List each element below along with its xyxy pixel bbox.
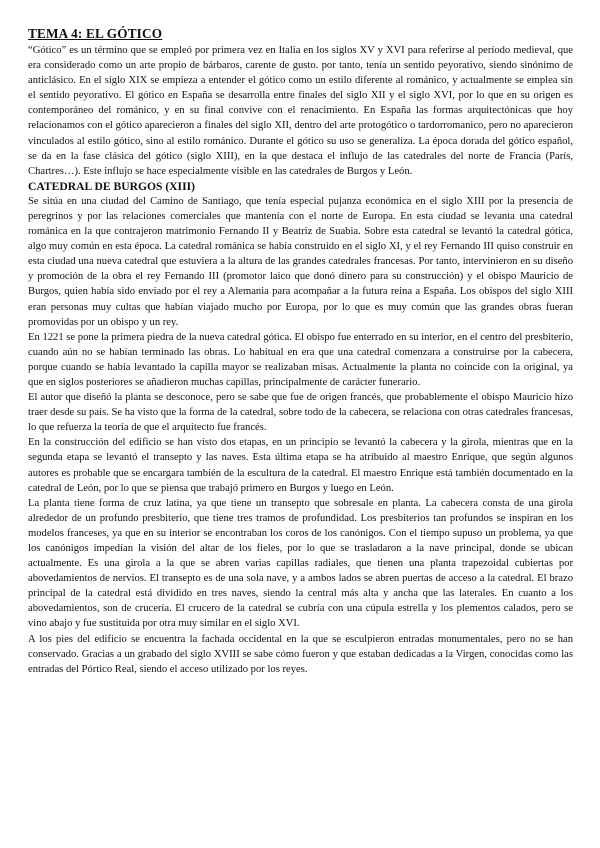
- body-paragraph: El autor que diseñó la planta se desconoce, pero se sabe que fue de origen francés, que probablemente el obispo Mauricio hizo traer desde su país. Se ha visto que la forma de la catedral, sobre todo de la cabecera, se relaciona con otras catedrales francesas, lo que refuerza la teoría de que el arquitecto fue francés.: [28, 392, 573, 434]
- page-title: TEMA 4: EL GÓTICO: [28, 26, 163, 41]
- body-paragraph: La planta tiene forma de cruz latina, ya que tiene un transepto que sobresale en planta. La cabecera consta de una girola alrededor de un profundo presbiterio, que tiene tres tramos de profundidad. Los presbiterios tan profundos se inspiran en los modelos franceses, ya que en su interior se encontraban los coros de los canónigos. Con el tiempo supuso un problema, ya que los canónigos impedían la visión del altar de los fieles, por lo que se trasladaron a la nave principal, donde se ubican actualmente. Es una girola a la que se abren varias capillas radiales, que tienen una planta trapezoidal cubiertas por abovedamientos de nervios. El transepto es de una sola nave, y a ambos lados se abren puertas de acceso a la catedral. El brazo principal de la catedral está dividido en tres naves, siendo la central más alta y ancha que las laterales. En cuanto a los abovedamientos, son de crucería. El crucero de la catedral se cubría con una cúpula estrella y los plementos calados, pero se vino abajo y fue sustituida por otra muy similar en el siglo XVI.: [28, 497, 573, 630]
- section-heading: CATEDRAL DE BURGOS (XIII): [28, 179, 195, 193]
- body-paragraph: A los pies del edificio se encuentra la fachada occidental en la que se esculpieron entradas monumentales, pero no se han conservado. Gracias a un grabado del siglo XVIII se sabe cómo fueron y que estaban dedicadas a la Virgen, conocidas como las entradas del Pórtico Real, siendo el acceso utilizado por los reyes.: [28, 633, 573, 675]
- intro-paragraph: “Gótico” es un término que se empleó por primera vez en Italia en los siglos XV y XVI para referirse al período medieval, que era considerado como un arte propio de bárbaros, carente de gusto. por tanto, tenía un sentido peyorativo, siendo sinónimo de anticlásico. En el siglo XIX se empieza a entender el gótico como un estilo diferente al románico, y actualmente se emplea sin el sentido peyorativo. El gótico en España se desarrolla entre finales del siglo XII y el siglo XVI, por lo que en su origen es contemporáneo del románico, y en su final convive con el renacimiento. En España las formas arquitectónicas que hoy relacionamos con el gótico aparecieron a finales del siglo XII, dentro del arte protogótico o tardorromanico, pero no aparecieron vinculados al estilo gótico, sino al estilo románico. Durante el gótico su uso se generaliza. La época dorada del gótico español, se da en la fase clásica del gótico (siglo XIII), en la que destaca el influjo de las catedrales del norte de Francia (París, Chartres…). Este influjo se hace especialmente visible en las catedrales de Burgos y León.: [28, 45, 573, 177]
- body-paragraph: Se sitúa en una ciudad del Camino de Santiago, que tenía especial pujanza económica en el siglo XIII por la presencia de peregrinos y por las relaciones comerciales que mantenía con el norte de Europa. En esta ciudad se levanta una catedral románica en la que contrajeron matrimonio Fernando II y Beatriz de Suabia. Sobre esta catedral se levantó la catedral gótica, algo muy común en esta época. La catedral románica se había construido en el siglo XI, y el rey Fernando III quiso construir en esta ciudad una nueva catedral que estuviera a la altura de las grandes catedrales francesas. Por tanto, intervinieron en su diseño y promoción de la obra el rey Fernando III (promotor laico que donó dinero para su construcción) y el obispo Mauricio de Burgos, quien había sido enviado por el rey a Alemania para acompañar a la futura reina a España. Los obispos del siglo XIII eran personas muy cultas que habían viajado mucho por Europa, por lo que es muy común que las grandes obras fueran promovidas por un obispo y un rey.: [28, 195, 573, 328]
- document-page: [28, 26, 573, 677]
- body-paragraph: En 1221 se pone la primera piedra de la nueva catedral gótica. El obispo fue enterrado en su interior, en el centro del presbiterio, cuando aún no se habían terminado las obras. Lo habitual en era que una catedral comenzara a construirse por la cabecera, porque cuando se había levantado la capilla mayor se realizaban misas. Actualmente la planta no coincide con la original, ya que en siglos posteriores se añadieron muchas capillas, principalmente de carácter funerario.: [28, 331, 573, 388]
- body-paragraph: En la construcción del edificio se han visto dos etapas, en un principio se levantó la cabecera y la girola, mientras que en la segunda etapa se levantó el transepto y las naves. Esta última etapa se ha atribuido al maestro Enrique, que según algunos autores es probable que se encargara también de la escultura de la catedral. El maestro Enrique está también documentado en la catedral de León, por lo que se piensa que trabajó primero en Burgos y luego en León.: [28, 437, 573, 494]
